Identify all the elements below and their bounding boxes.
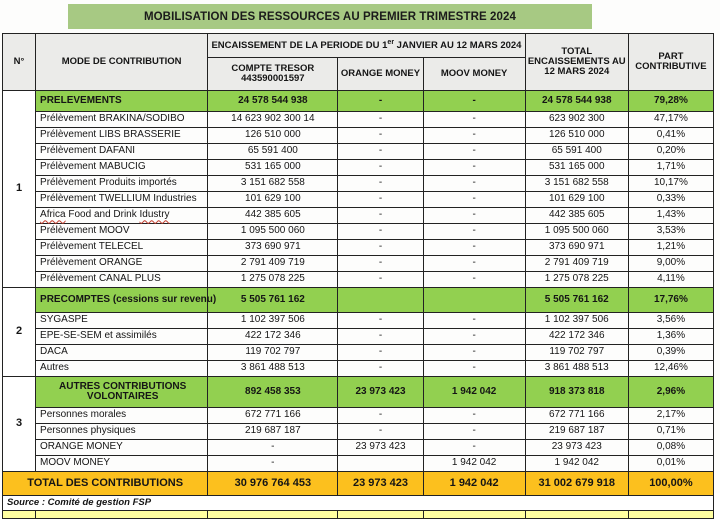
value-cell: - <box>338 272 423 288</box>
value-cell: 101 629 100 <box>208 192 338 208</box>
table-row <box>3 192 714 208</box>
value-cell: - <box>338 424 423 440</box>
value-cell: 373 690 971 <box>525 240 628 256</box>
value-cell: 24 578 544 938 <box>208 91 338 112</box>
row-label: Prélèvement MABUCIG <box>36 160 208 176</box>
value-cell: - <box>423 408 525 424</box>
value-cell: - <box>338 256 423 272</box>
table-row <box>3 208 714 224</box>
row-label: Prélèvement LIBS BRASSERIE <box>36 128 208 144</box>
value-cell: 1 942 042 <box>423 377 525 408</box>
value-cell: 918 373 818 <box>525 377 628 408</box>
bottom-strip-row <box>3 511 714 519</box>
section-header-row <box>3 91 714 112</box>
table-row <box>3 224 714 240</box>
row-label: Prélèvement BRAKINA/SODIBO <box>36 112 208 128</box>
value-cell <box>423 288 525 313</box>
value-cell: 65 591 400 <box>525 144 628 160</box>
value-cell: - <box>208 440 338 456</box>
section-number: 1 <box>3 91 36 288</box>
value-cell: - <box>423 313 525 329</box>
strip-cell <box>525 511 628 519</box>
section-header-row <box>3 377 714 408</box>
row-label: Personnes morales <box>36 408 208 424</box>
col-header-orange: ORANGE MONEY <box>338 58 423 91</box>
value-cell: 0,39% <box>628 345 713 361</box>
value-cell: 1 095 500 060 <box>525 224 628 240</box>
strip-cell <box>36 511 208 519</box>
value-cell: 1 942 042 <box>423 472 525 496</box>
table-row <box>3 456 714 472</box>
table-row <box>3 176 714 192</box>
tresor-account-number: 443590001597 <box>241 73 305 84</box>
row-label: EPE-SE-SEM et assimilés <box>36 329 208 345</box>
value-cell: 422 172 346 <box>525 329 628 345</box>
value-cell <box>338 288 423 313</box>
value-cell: 2,17% <box>628 408 713 424</box>
tresor-label: COMPTE TRESOR <box>231 63 315 75</box>
misspelled-word: Idustry <box>139 209 170 221</box>
value-cell: 31 002 679 918 <box>525 472 628 496</box>
row-label: Prélèvement CANAL PLUS <box>36 272 208 288</box>
section-label: PRELEVEMENTS <box>36 91 208 112</box>
strip-cell <box>338 511 423 519</box>
value-cell: 531 165 000 <box>208 160 338 176</box>
table-row <box>3 440 714 456</box>
col-header-mode: MODE DE CONTRIBUTION <box>36 34 208 91</box>
value-cell: 24 578 544 938 <box>525 91 628 112</box>
value-cell: - <box>423 112 525 128</box>
value-cell: 2 791 409 719 <box>525 256 628 272</box>
value-cell: 531 165 000 <box>525 160 628 176</box>
value-cell: 422 172 346 <box>208 329 338 345</box>
value-cell: - <box>423 424 525 440</box>
strip-cell <box>208 511 338 519</box>
value-cell: 623 902 300 <box>525 112 628 128</box>
period-superscript: er <box>387 39 395 47</box>
row-label <box>36 208 208 224</box>
header-row-1 <box>3 34 714 58</box>
value-cell: 23 973 423 <box>525 440 628 456</box>
value-cell: - <box>423 144 525 160</box>
section-number: 2 <box>3 288 36 377</box>
period-text-suffix: JANVIER AU 12 MARS 2024 <box>394 40 522 52</box>
value-cell: - <box>423 361 525 377</box>
value-cell: 442 385 605 <box>525 208 628 224</box>
value-cell: 79,28% <box>628 91 713 112</box>
col-header-moov: MOOV MONEY <box>423 58 525 91</box>
value-cell: 2,96% <box>628 377 713 408</box>
value-cell: 3 151 682 558 <box>208 176 338 192</box>
value-cell: 1 102 397 506 <box>525 313 628 329</box>
value-cell: 119 702 797 <box>208 345 338 361</box>
value-cell: - <box>423 224 525 240</box>
value-cell: 23 973 423 <box>338 440 423 456</box>
value-cell: 219 687 187 <box>525 424 628 440</box>
value-cell: - <box>338 361 423 377</box>
row-label: ORANGE MONEY <box>36 440 208 456</box>
value-cell: - <box>423 345 525 361</box>
table-row <box>3 144 714 160</box>
col-header-period <box>208 34 525 58</box>
value-cell: - <box>338 192 423 208</box>
row-label: Prélèvement ORANGE <box>36 256 208 272</box>
row-label: Personnes physiques <box>36 424 208 440</box>
value-cell: 5 505 761 162 <box>525 288 628 313</box>
row-label: Prélèvement MOOV <box>36 224 208 240</box>
value-cell: 5 505 761 162 <box>208 288 338 313</box>
table-row <box>3 408 714 424</box>
col-header-num: N° <box>3 34 36 91</box>
value-cell: - <box>338 408 423 424</box>
document-title: MOBILISATION DES RESSOURCES AU PREMIER TRIMESTRE 2024 <box>68 4 592 29</box>
value-cell: - <box>338 112 423 128</box>
value-cell: 23 973 423 <box>338 377 423 408</box>
row-label: DACA <box>36 345 208 361</box>
row-label: Prélèvement Produits importés <box>36 176 208 192</box>
value-cell: - <box>423 128 525 144</box>
value-cell: 1 102 397 506 <box>208 313 338 329</box>
source-text: Source : Comité de gestion FSP <box>3 496 714 511</box>
table-row <box>3 361 714 377</box>
row-label: Prélèvement DAFANI <box>36 144 208 160</box>
row-label: Autres <box>36 361 208 377</box>
value-cell: 100,00% <box>628 472 713 496</box>
table-row <box>3 112 714 128</box>
value-cell: 126 510 000 <box>525 128 628 144</box>
value-cell: - <box>423 272 525 288</box>
strip-cell <box>423 511 525 519</box>
value-cell: 14 623 902 300 14 <box>208 112 338 128</box>
value-cell: 3 861 488 513 <box>208 361 338 377</box>
value-cell: 30 976 764 453 <box>208 472 338 496</box>
value-cell: - <box>423 240 525 256</box>
value-cell: - <box>423 160 525 176</box>
value-cell: 3,53% <box>628 224 713 240</box>
section-number: 3 <box>3 377 36 472</box>
col-header-part: PART CONTRIBUTIVE <box>628 34 713 91</box>
value-cell: 3 861 488 513 <box>525 361 628 377</box>
value-cell: - <box>338 91 423 112</box>
value-cell: 1 942 042 <box>525 456 628 472</box>
value-cell: - <box>338 224 423 240</box>
value-cell: 1 942 042 <box>423 456 525 472</box>
value-cell: 10,17% <box>628 176 713 192</box>
value-cell: 1,71% <box>628 160 713 176</box>
value-cell <box>338 456 423 472</box>
value-cell: 1 275 078 225 <box>525 272 628 288</box>
value-cell: - <box>423 192 525 208</box>
row-label: Prélèvement TELECEL <box>36 240 208 256</box>
table-row <box>3 329 714 345</box>
value-cell: - <box>423 256 525 272</box>
value-cell: - <box>338 176 423 192</box>
value-cell: 3,56% <box>628 313 713 329</box>
value-cell: - <box>338 144 423 160</box>
value-cell: 1,43% <box>628 208 713 224</box>
value-cell: 1 275 078 225 <box>208 272 338 288</box>
table-row <box>3 313 714 329</box>
value-cell: 17,76% <box>628 288 713 313</box>
value-cell: 0,33% <box>628 192 713 208</box>
value-cell: - <box>338 208 423 224</box>
row-label: Prélèvement TWELLIUM Industries <box>36 192 208 208</box>
value-cell: 373 690 971 <box>208 240 338 256</box>
value-cell: - <box>423 91 525 112</box>
section-label: AUTRES CONTRIBUTIONS VOLONTAIRES <box>36 377 208 408</box>
row-label-text: Food and Drink <box>65 209 140 221</box>
table-row <box>3 128 714 144</box>
value-cell: 1,36% <box>628 329 713 345</box>
section-label: PRECOMPTES (cessions sur revenu) <box>36 288 208 313</box>
value-cell: 672 771 166 <box>208 408 338 424</box>
value-cell: 65 591 400 <box>208 144 338 160</box>
section-header-row <box>3 288 714 313</box>
table-row <box>3 272 714 288</box>
value-cell: 672 771 166 <box>525 408 628 424</box>
value-cell: - <box>338 128 423 144</box>
value-cell: 23 973 423 <box>338 472 423 496</box>
value-cell: 0,08% <box>628 440 713 456</box>
value-cell: - <box>338 240 423 256</box>
value-cell: 442 385 605 <box>208 208 338 224</box>
contribution-table <box>2 33 714 519</box>
value-cell: - <box>208 456 338 472</box>
value-cell: - <box>338 329 423 345</box>
table-row <box>3 240 714 256</box>
value-cell: 3 151 682 558 <box>525 176 628 192</box>
value-cell: 0,71% <box>628 424 713 440</box>
value-cell: - <box>423 176 525 192</box>
period-text: ENCAISSEMENT DE LA PERIODE DU 1 <box>211 40 388 52</box>
source-row <box>3 496 714 511</box>
table-row <box>3 345 714 361</box>
value-cell: 1,21% <box>628 240 713 256</box>
value-cell: 12,46% <box>628 361 713 377</box>
value-cell: 2 791 409 719 <box>208 256 338 272</box>
value-cell: 4,11% <box>628 272 713 288</box>
row-label: SYGASPE <box>36 313 208 329</box>
col-header-tresor <box>208 58 338 91</box>
value-cell: 9,00% <box>628 256 713 272</box>
value-cell: 101 629 100 <box>525 192 628 208</box>
value-cell: 892 458 353 <box>208 377 338 408</box>
value-cell: - <box>423 440 525 456</box>
value-cell: 0,20% <box>628 144 713 160</box>
table-row <box>3 424 714 440</box>
value-cell: 126 510 000 <box>208 128 338 144</box>
table-row <box>3 160 714 176</box>
value-cell: - <box>423 208 525 224</box>
value-cell: - <box>423 329 525 345</box>
total-label: TOTAL DES CONTRIBUTIONS <box>3 472 208 496</box>
value-cell: 0,41% <box>628 128 713 144</box>
value-cell: - <box>338 313 423 329</box>
row-label: MOOV MONEY <box>36 456 208 472</box>
value-cell: - <box>338 345 423 361</box>
value-cell: 119 702 797 <box>525 345 628 361</box>
value-cell: 1 095 500 060 <box>208 224 338 240</box>
value-cell: 219 687 187 <box>208 424 338 440</box>
table-row <box>3 256 714 272</box>
strip-cell <box>628 511 713 519</box>
value-cell: - <box>338 160 423 176</box>
misspelled-word: Africa <box>40 209 66 221</box>
strip-cell <box>3 511 36 519</box>
col-header-total: TOTAL ENCAISSEMENTS AU 12 MARS 2024 <box>525 34 628 91</box>
value-cell: 0,01% <box>628 456 713 472</box>
value-cell: 47,17% <box>628 112 713 128</box>
total-row <box>3 472 714 496</box>
